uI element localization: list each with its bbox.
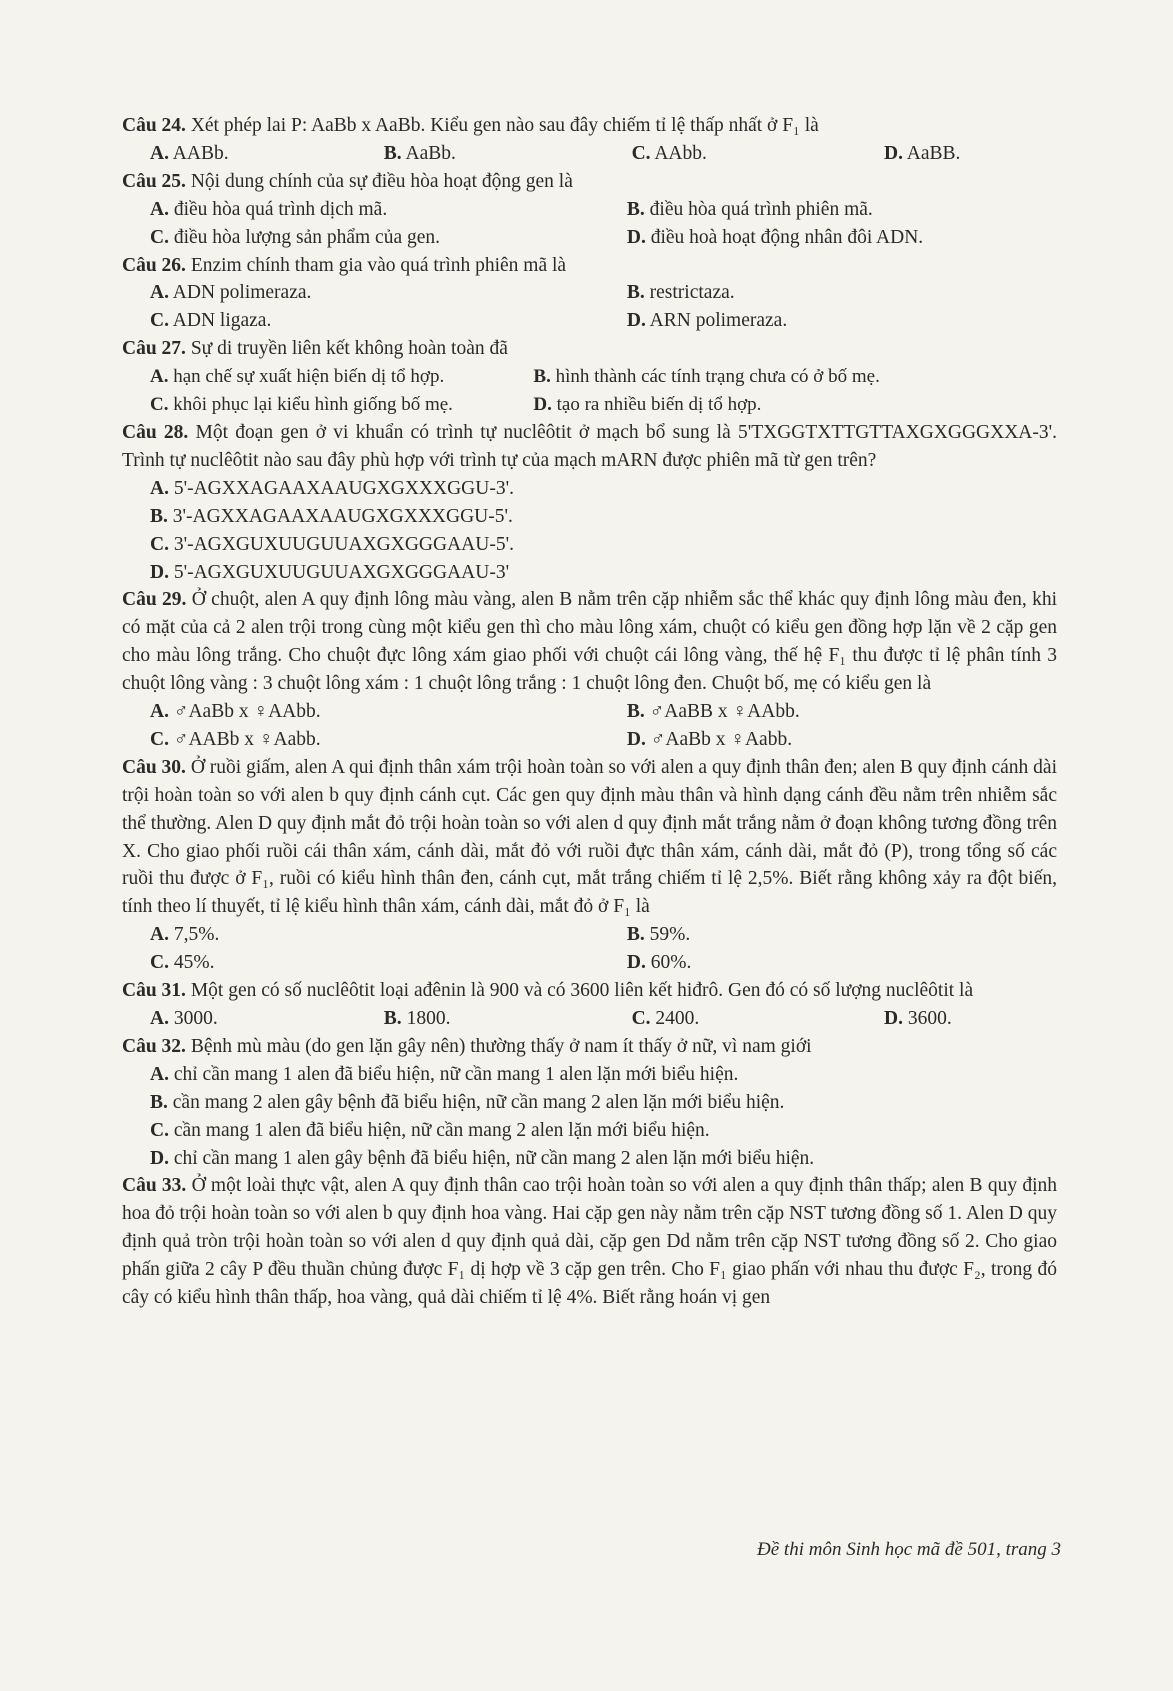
q27-options-ab xyxy=(122,363,1057,391)
q31-options xyxy=(122,1005,1057,1033)
q29-option-d: D. ♂AaBb x ♀Aabb. xyxy=(626,728,793,750)
q27-options-cd xyxy=(122,391,1057,419)
question-28: Câu 28. Một đoạn gen ở vi khuẩn có trình tự nuclêôtit ở mạch bổ sung là 5'TXGGTXTTGTTAXGXGGGXXA-3'. Trình tự nuclêôtit nào sau đây phù hợp với trình tự của mạch mARN được phiên mã từ gen trên? xyxy=(122,421,1057,471)
q26-options-ab xyxy=(122,279,1057,307)
q28-option-b: B. 3'-AGXXAGAAXAAUGXGXXXGGU-5'. xyxy=(150,505,513,527)
exam-page xyxy=(122,112,1057,1312)
q30-option-c: C. 45%. xyxy=(150,952,215,974)
question-30: Câu 30. Ở ruồi giấm, alen A qui định thân xám trội hoàn toàn so với alen a quy định thân đen; alen B quy định cánh dài trội hoàn toàn so với alen b quy định cánh cụt. Các gen quy định màu thân và hình dạng cánh đều nằm trên nhiễm sắc thể thường. Alen D quy định mắt đỏ trội hoàn toàn so với alen d quy định mắt trắng nằm ở đoạn không tương đồng trên X. Cho giao phối ruồi cái thân xám, cánh dài, mắt đỏ với ruồi đực thân xám, cánh dài, mắt đỏ (P), trong tổng số các ruồi thu được ở F₁, ruồi có kiểu hình thân đen, cánh cụt, mắt trắng chiếm tỉ lệ 2,5%. Biết rằng không xảy ra đột biến, tính theo lí thuyết, tỉ lệ kiểu hình thân xám, cánh dài, mắt đỏ ở F₁ là xyxy=(122,756,1057,918)
q26-option-d: D. ARN polimeraza. xyxy=(626,310,788,332)
question-29: Câu 29. Ở chuột, alen A quy định lông màu vàng, alen B nằm trên cặp nhiễm sắc thể khác quy định lông màu đen, khi có mặt của cả 2 alen trội trong cùng một kiểu gen thì cho màu lông xám, chuột có kiểu gen đồng hợp lặn về 2 cặp gen cho màu lông trắng. Cho chuột đực lông xám giao phối với chuột cái lông vàng, thế hệ F₁ thu được tỉ lệ phân tính 3 chuột lông vàng : 3 chuột lông xám : 1 chuột lông trắng : 1 chuột lông đen. Chuột bố, mẹ có kiểu gen là xyxy=(122,589,1057,695)
q29-options-cd xyxy=(122,726,1057,754)
q30-options-cd xyxy=(122,949,1057,977)
q27-option-b: B. hình thành các tính trạng chưa có ở bố mẹ. xyxy=(533,366,880,388)
q25-options-ab xyxy=(122,196,1057,224)
q25-option-c: C. điều hòa lượng sản phẩm của gen. xyxy=(150,226,441,248)
q32-option-d: D. chỉ cần mang 1 alen gây bệnh đã biểu hiện, nữ cần mang 2 alen lặn mới biểu hiện. xyxy=(150,1147,815,1169)
q32-option-b: B. cần mang 2 alen gây bệnh đã biểu hiện, nữ cần mang 2 alen lặn mới biểu hiện. xyxy=(150,1091,785,1113)
question-32: Câu 32. Bệnh mù màu (do gen lặn gây nên) thường thấy ở nam ít thấy ở nữ, vì nam giới xyxy=(122,1035,812,1057)
q32-option-a: A. chỉ cần mang 1 alen đã biểu hiện, nữ cần mang 1 alen lặn mới biểu hiện. xyxy=(150,1063,739,1085)
q31-option-d: D. 3600. xyxy=(884,1008,952,1029)
question-33: Câu 33. Ở một loài thực vật, alen A quy định thân cao trội hoàn toàn so với alen a quy định thân thấp; alen B quy định hoa đỏ trội hoàn toàn so với alen b quy định hoa vàng. Hai cặp gen này nằm trên cặp NST tương đồng số 1. Alen D quy định quả tròn trội hoàn toàn so với alen d quy định quả dài, cặp gen Dd nằm trên cặp NST tương đồng số 2. Cho giao phấn giữa 2 cây P đều thuần chủng được F₁ dị hợp về 3 cặp gen trên. Cho F₁ giao phấn với nhau thu được F₂, trong đó cây có kiểu hình thân thấp, hoa vàng, quả dài chiếm tỉ lệ 4%. Biết rằng hoán vị gen xyxy=(122,1175,1057,1309)
q29-option-c: C. ♂AABb x ♀Aabb. xyxy=(150,728,321,750)
question-27: Câu 27. Sự di truyền liên kết không hoàn toàn đã xyxy=(122,338,508,360)
q26-option-b: B. restrictaza. xyxy=(626,282,735,304)
q25-options-cd xyxy=(122,224,1057,252)
q30-option-b: B. 59%. xyxy=(626,924,691,946)
q24-option-d: D. AaBB. xyxy=(884,142,961,164)
question-25: Câu 25. Nội dung chính của sự điều hòa hoạt động gen là xyxy=(122,170,573,192)
q31-option-a: A. 3000. xyxy=(150,1008,218,1029)
q29-option-b: B. ♂AaBB x ♀AAbb. xyxy=(626,701,800,723)
q28-option-c: C. 3'-AGXGUXUUGUUAXGXGGGAAU-5'. xyxy=(150,533,514,555)
q24-option-a: A. AABb. xyxy=(150,142,229,164)
q28-option-a: A. 5'-AGXXAGAAXAAUGXGXXXGGU-3'. xyxy=(150,477,514,499)
q31-option-b: B. 1800. xyxy=(383,1008,451,1029)
q32-option-c: C. cần mang 1 alen đã biểu hiện, nữ cần mang 2 alen lặn mới biểu hiện. xyxy=(150,1119,710,1141)
q31-option-c: C. 2400. xyxy=(631,1008,700,1029)
q27-option-d: D. tạo ra nhiều biến dị tổ hợp. xyxy=(533,394,762,416)
q24-option-b: B. AaBb. xyxy=(383,142,456,164)
q27-option-c: C. khôi phục lại kiểu hình giống bố mẹ. xyxy=(150,394,453,416)
question-24: Câu 24. Xét phép lai P: AaBb x AaBb. Kiểu gen nào sau đây chiếm tỉ lệ thấp nhất ở F₁ là xyxy=(122,115,819,136)
q25-option-a: A. điều hòa quá trình dịch mã. xyxy=(150,198,388,220)
q30-option-a: A. 7,5%. xyxy=(150,924,220,946)
question-26: Câu 26. Enzim chính tham gia vào quá trình phiên mã là xyxy=(122,254,567,276)
q26-options-cd xyxy=(122,307,1057,335)
q24-options xyxy=(122,140,1057,168)
q25-option-b: B. điều hòa quá trình phiên mã. xyxy=(626,198,873,220)
q25-option-d: D. điều hoà hoạt động nhân đôi ADN. xyxy=(626,226,924,248)
q28-option-d: D. 5'-AGXGUXUUGUUAXGXGGGAAU-3' xyxy=(150,561,510,583)
q29-option-a: A. ♂AaBb x ♀AAbb. xyxy=(150,701,321,723)
q26-option-a: A. ADN polimeraza. xyxy=(150,282,312,304)
q24-option-c: C. AAbb. xyxy=(631,142,707,164)
q27-option-a: A. hạn chế sự xuất hiện biến dị tổ hợp. xyxy=(150,366,445,388)
q29-options-ab xyxy=(122,698,1057,726)
q26-option-c: C. ADN ligaza. xyxy=(150,310,272,332)
page-footer: Đề thi môn Sinh học mã đề 501, trang 3 xyxy=(757,1539,1061,1560)
question-31: Câu 31. Một gen có số nuclêôtit loại ađênin là 900 và có 3600 liên kết hiđrô. Gen đó có số lượng nuclêôtit là xyxy=(122,980,974,1002)
q30-option-d: D. 60%. xyxy=(626,952,692,974)
q30-options-ab xyxy=(122,921,1057,949)
